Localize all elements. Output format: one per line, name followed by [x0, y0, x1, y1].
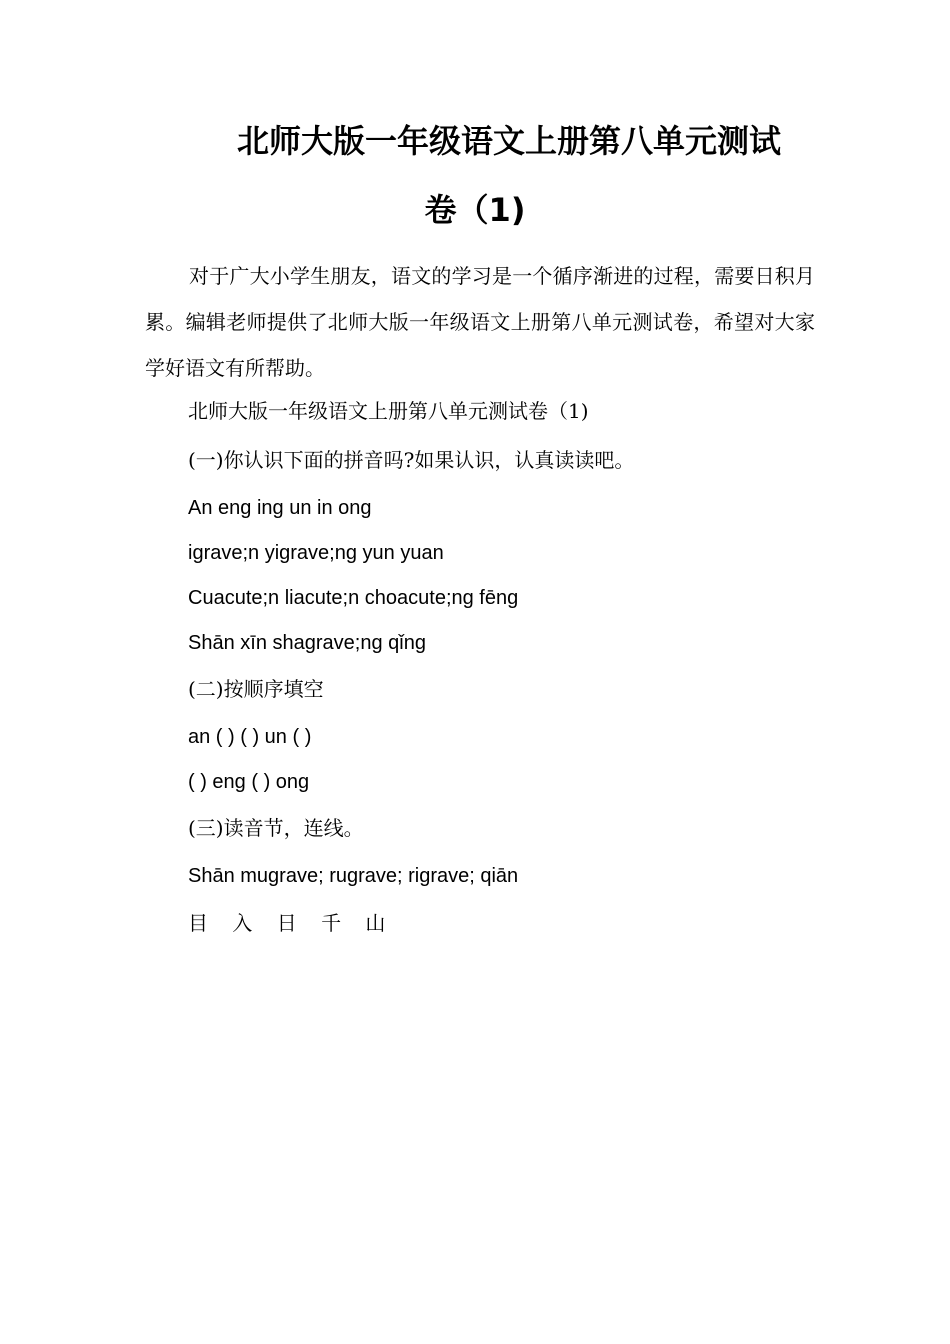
fill-blank-line: an ( ) ( ) un ( ) — [188, 726, 312, 748]
section2-heading: (二)按顺序填空 — [188, 677, 324, 701]
intro-paragraph: 对于广大小学生朋友，语文的学习是一个循序渐进的过程，需要日积月累。编辑老师提供了北师大版一年级语文上册第八单元测试卷，希望对大家学好语文有所帮助。 — [145, 264, 815, 380]
fill-blank-line: ( ) eng ( ) ong — [188, 771, 310, 793]
syllable-line: Shān mugrave; rugrave; rigrave; qiān — [188, 865, 519, 887]
pinyin-line: Shān xīn shagrave;ng qǐng — [188, 632, 426, 654]
pinyin-line: An eng ing un in ong — [188, 497, 372, 519]
pinyin-line: igrave;n yigrave;ng yun yuan — [188, 542, 444, 564]
pinyin-line: Cuacute;n liacute;n choacute;ng fēng — [188, 587, 519, 609]
test-subtitle: 北师大版一年级语文上册第八单元测试卷（1) — [188, 399, 589, 423]
section1-heading: (一)你认识下面的拼音吗?如果认识，认真读读吧。 — [188, 448, 635, 472]
document-title-line1: 北师大版一年级语文上册第八单元测试 — [236, 122, 781, 160]
hanzi-line: 目 入 日 千 山 — [188, 911, 395, 935]
document-title-line2: 卷（1) — [424, 191, 526, 229]
section3-heading: (三)读音节，连线。 — [188, 816, 364, 840]
